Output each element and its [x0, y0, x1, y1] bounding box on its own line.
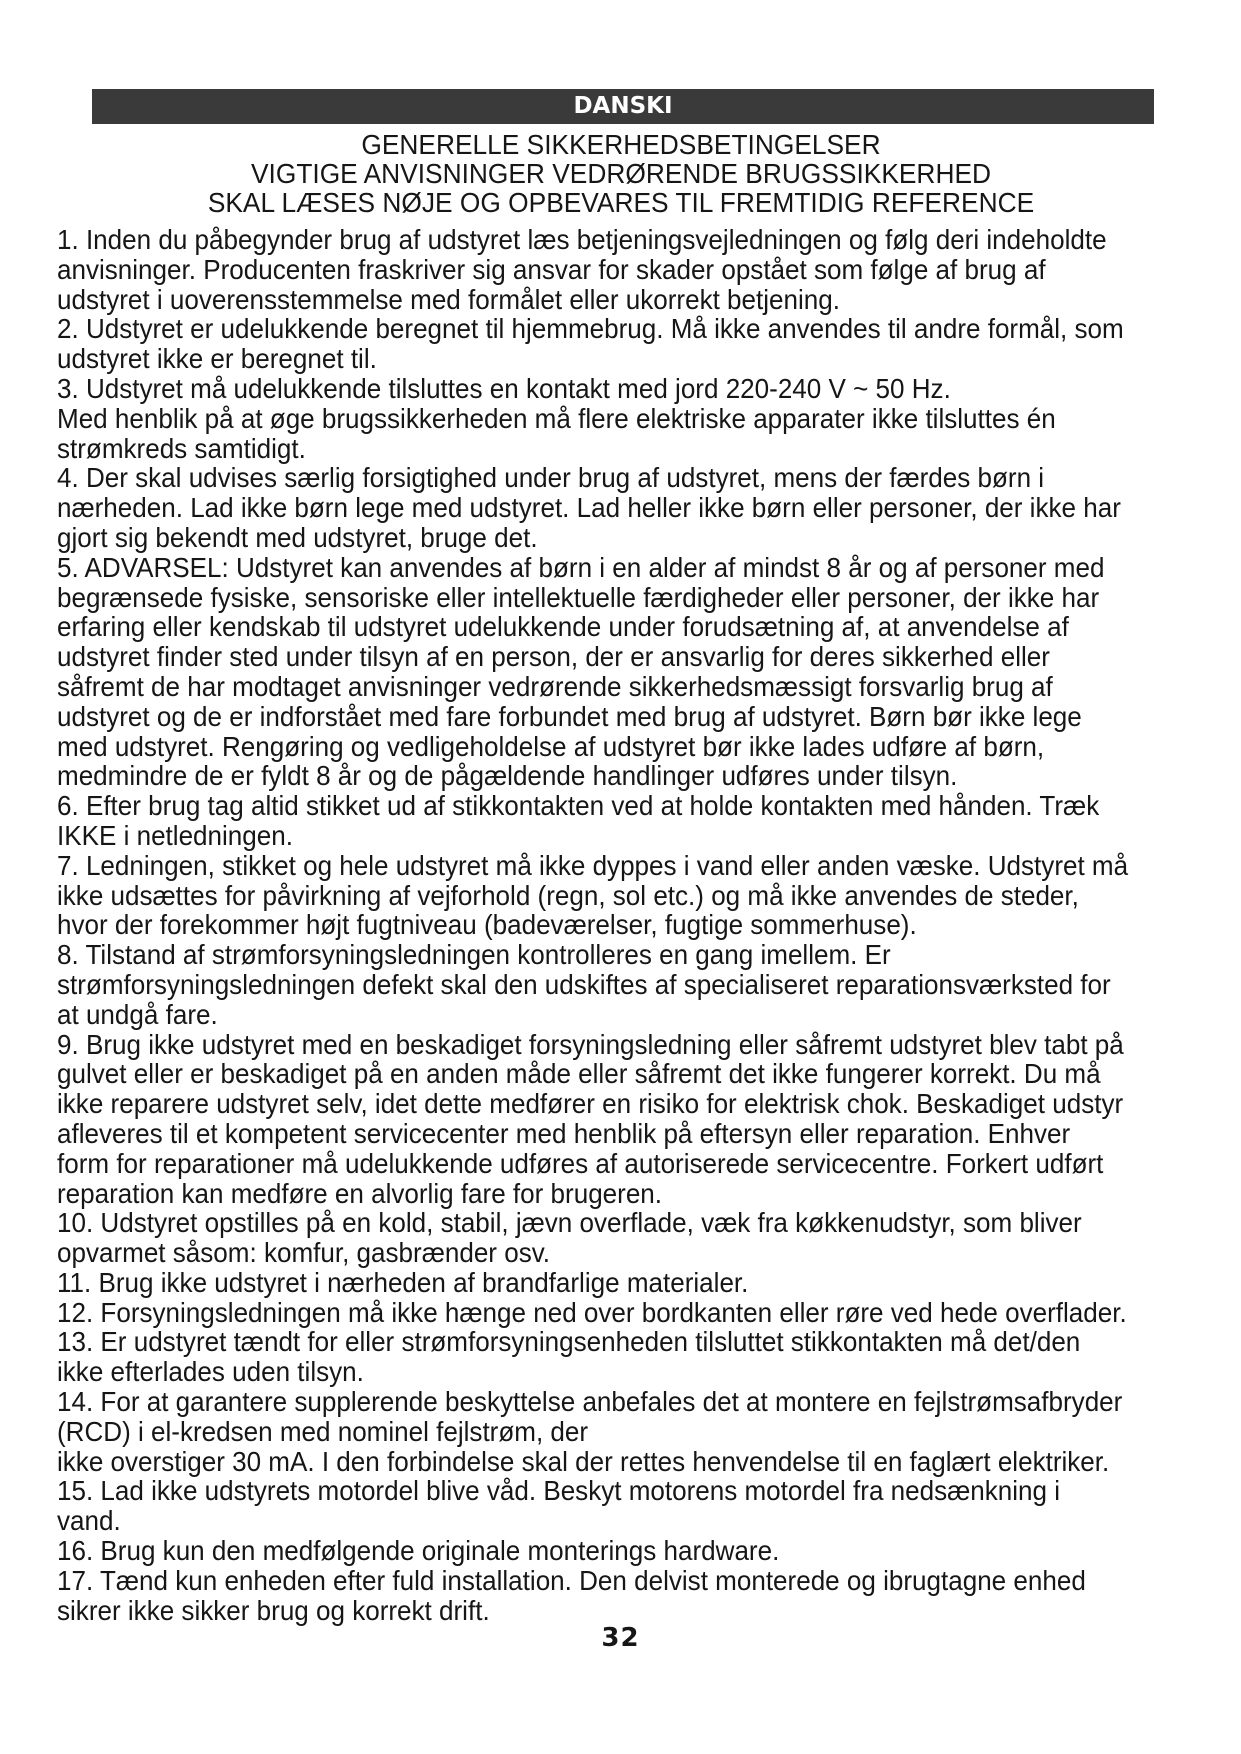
- instruction-line: ikke efterlades uden tilsyn.: [57, 1356, 364, 1388]
- instruction-line: 8. Tilstand af strømforsyningsledningen kontrolleres en gang imellem. Er: [57, 939, 891, 971]
- language-header: DANSKI: [92, 89, 1154, 124]
- instruction-line: 1. Inden du påbegynder brug af udstyret læs betjeningsvejledningen og følg deri indeholdte: [57, 224, 1107, 255]
- instruction-line: begrænsede fysiske, sensoriske eller intellektuelle færdigheder eller personer, der ikke har: [57, 581, 1100, 613]
- instruction-line: udstyret ikke er beregnet til.: [57, 343, 377, 375]
- instruction-line: udstyret og de er indforstået med fare forbundet med brug af udstyret. Børn bør ikke lege: [57, 700, 1082, 732]
- instruction-line: opvarmet såsom: komfur, gasbrænder osv.: [57, 1237, 551, 1269]
- instruction-line: at undgå fare.: [57, 998, 218, 1030]
- instruction-line: 12. Forsyningsledningen må ikke hænge ned over bordkanten eller røre ved hede overflader.: [57, 1296, 1127, 1328]
- instruction-line: 17. Tænd kun enheden efter fuld installation. Den delvist monterede og ibrugtagne enhed: [57, 1564, 1086, 1596]
- instruction-line: 9. Brug ikke udstyret med en beskadiget forsyningsledning eller såfremt udstyret blev tabt på: [57, 1028, 1124, 1060]
- instruction-line: Med henblik på at øge brugssikkerheden må flere elektriske apparater ikke tilsluttes én: [57, 402, 1056, 434]
- instruction-line: udstyret i uoverensstemmelse med formålet eller ukorrekt betjening.: [57, 283, 841, 315]
- instruction-line: ikke udsættes for påvirkning af vejforhold (regn, sol etc.) og må ikke anvendes de steder,: [57, 879, 1079, 911]
- instruction-line: 16. Brug kun den medfølgende originale monterings hardware.: [57, 1535, 780, 1567]
- instruction-line: sikrer ikke sikker brug og korrekt drift.: [57, 1594, 490, 1626]
- instruction-line: ikke reparere udstyret selv, idet dette medfører en risiko for elektrisk chok. Beskadiget udstyr: [57, 1088, 1124, 1120]
- instruction-line: gjort sig bekendt med udstyret, bruge det.: [57, 521, 538, 553]
- instruction-line: 11. Brug ikke udstyret i nærheden af brandfarlige materialer.: [57, 1266, 749, 1298]
- instruction-line: strømkreds samtidigt.: [57, 432, 306, 464]
- section-titles: [75, 130, 1167, 217]
- instruction-line: anvisninger. Producenten fraskriver sig ansvar for skader opstået som følge af brug af: [57, 253, 1046, 285]
- section-title: GENERELLE SIKKERHEDSBETINGELSER: [361, 129, 881, 160]
- instruction-line: 10. Udstyret opstilles på en kold, stabil, jævn overflade, væk fra køkkenudstyr, som bliver: [57, 1207, 1082, 1239]
- instruction-line: 6. Efter brug tag altid stikket ud af stikkontakten ved at holde kontakten med hånden. Træk: [57, 790, 1100, 822]
- section-subtitle: VIGTIGE ANVISNINGER VEDRØRENDE BRUGSSIKKERHED: [250, 158, 992, 189]
- instruction-line: erfaring eller kendskab til udstyret udelukkende under forudsætning af, at anvendelse af: [57, 611, 1069, 643]
- instruction-line: 3. Udstyret må udelukkende tilsluttes en kontakt med jord 220-240 V ~ 50 Hz.: [57, 372, 951, 404]
- instruction-line: afleveres til et kompetent servicecenter med henblik på eftersyn eller reparation. Enhver: [57, 1117, 1071, 1149]
- instruction-line: 5. ADVARSEL: Udstyret kan anvendes af børn i en alder af mindst 8 år og af personer med: [57, 551, 1105, 583]
- instruction-line: nærheden. Lad ikke børn lege med udstyret. Lad heller ikke børn eller personer, der ikke har: [57, 492, 1121, 524]
- instruction-line: udstyret finder sted under tilsyn af en person, der er ansvarlig for deres sikkerhed eller: [57, 641, 1050, 673]
- instruction-line: såfremt de har modtaget anvisninger vedrørende sikkerhedsmæssigt forsvarlig brug af: [57, 670, 1053, 702]
- instruction-line: med udstyret. Rengøring og vedligeholdelse af udstyret bør ikke lades udføre af børn,: [57, 730, 1045, 762]
- instruction-line: 14. For at garantere supplerende beskyttelse anbefales det at montere en fejlstrømsafbryder: [57, 1386, 1123, 1418]
- instruction-line: strømforsyningsledningen defekt skal den udskiftes af specialiseret reparationsværksted for: [57, 968, 1111, 1000]
- instruction-line: 4. Der skal udvises særlig forsigtighed under brug af udstyret, mens der færdes børn i: [57, 462, 1045, 494]
- instruction-line: IKKE i netledningen.: [57, 819, 293, 851]
- instruction-line: vand.: [57, 1505, 121, 1537]
- instruction-line: hvor der forekommer højt fugtniveau (badeværelser, fugtige sommerhuse).: [57, 909, 917, 941]
- instruction-line: ikke overstiger 30 mA. I den forbindelse skal der rettes henvendelse til en faglært elektriker.: [57, 1445, 1110, 1477]
- instruction-line: 2. Udstyret er udelukkende beregnet til hjemmebrug. Må ikke anvendes til andre formål, som: [57, 313, 1124, 345]
- instruction-line: reparation kan medføre en alvorlig fare for brugeren.: [57, 1177, 663, 1209]
- instruction-line: 13. Er udstyret tændt for eller strømforsyningsenheden tilsluttet stikkontakten må det/den: [57, 1326, 1081, 1358]
- instruction-line: form for reparationer må udelukkende udføres af autoriserede servicecentre. Forkert udført: [57, 1147, 1104, 1179]
- instruction-line: (RCD) i el-kredsen med nominel fejlstrøm, der: [57, 1415, 589, 1447]
- instruction-line: medmindre de er fyldt 8 år og de pågældende handlinger udføres under tilsyn.: [57, 760, 958, 792]
- page-number: 32: [601, 1623, 640, 1653]
- section-subtitle: SKAL LÆSES NØJE OG OPBEVARES TIL FREMTIDIG REFERENCE: [207, 187, 1035, 218]
- instructions-body: [57, 224, 1129, 1626]
- instruction-line: gulvet eller er beskadiget på en anden måde eller såfremt det ikke fungerer korrekt. Du må: [57, 1058, 1101, 1090]
- instruction-line: 15. Lad ikke udstyrets motordel blive våd. Beskyt motorens motordel fra nedsænkning i: [57, 1475, 1061, 1507]
- instruction-line: 7. Ledningen, stikket og hele udstyret må ikke dyppes i vand eller anden væske. Udstyret må: [57, 849, 1129, 881]
